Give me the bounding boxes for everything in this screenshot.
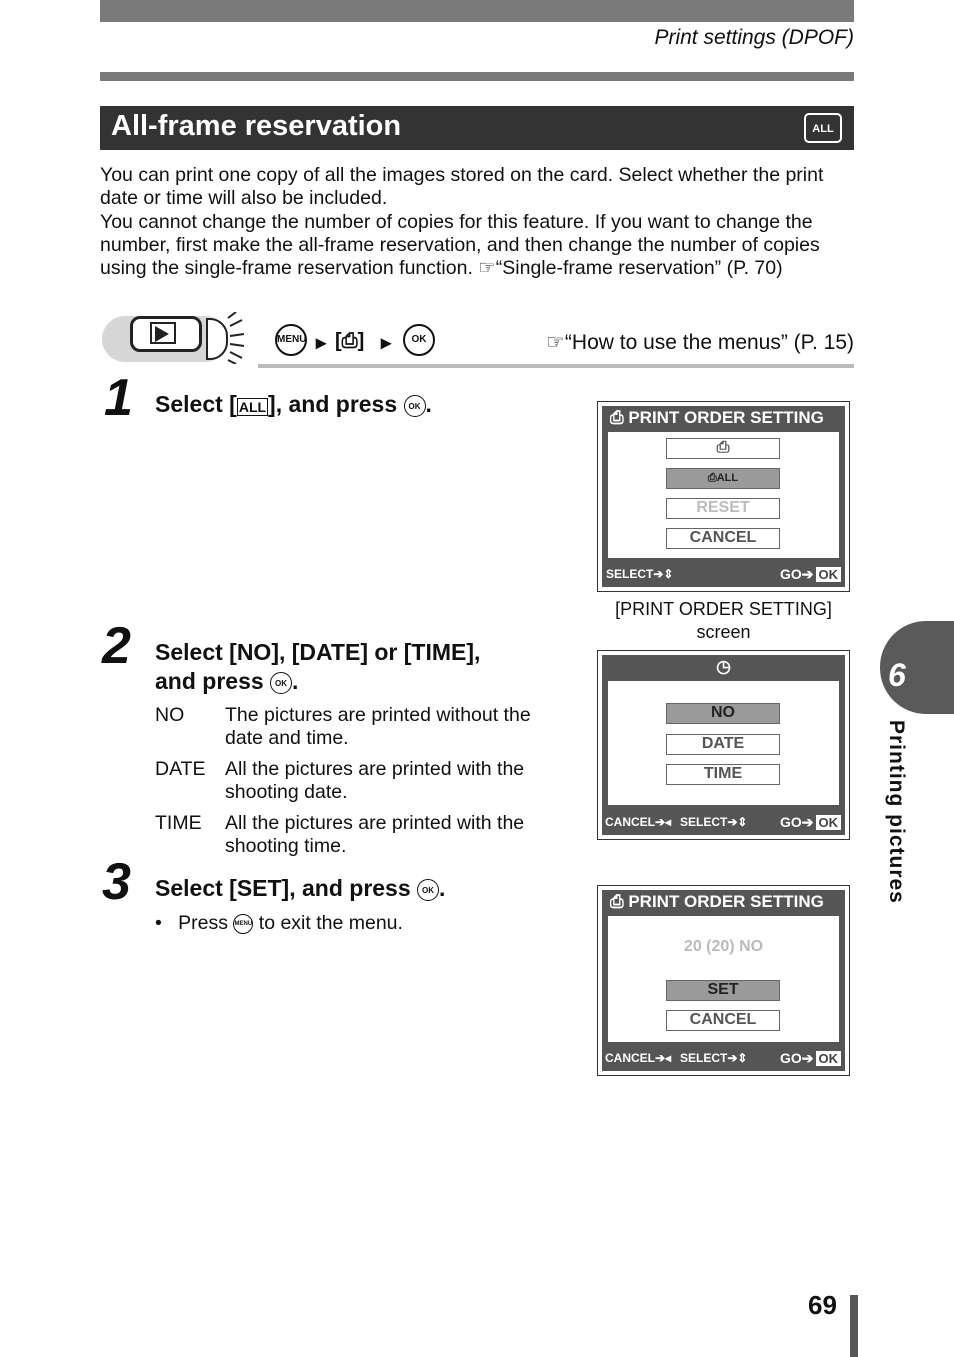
lcd-date-time-select bbox=[597, 650, 850, 840]
cancel-option[interactable]: CANCEL bbox=[666, 528, 780, 549]
lcd-footer: CANCEL➔◂ SELECT➔⇕ GO➔ OK bbox=[602, 1045, 845, 1071]
chapter-label: Printing pictures bbox=[885, 720, 908, 904]
playback-button-icon bbox=[130, 316, 202, 352]
lcd-header: ⎙ PRINT ORDER SETTING bbox=[610, 892, 824, 911]
nav-divider bbox=[258, 364, 854, 368]
ok-button-icon: OK bbox=[270, 672, 292, 694]
step-2-heading: Select [NO], [DATE] or [TIME], and press OK . bbox=[155, 639, 481, 694]
definition-row: TIME All the pictures are printed with the shooting time. bbox=[155, 812, 525, 857]
chapter-tab bbox=[880, 621, 954, 714]
all-frame-icon: ALL bbox=[238, 399, 267, 415]
definition-row: NO The pictures are printed without the date and time. bbox=[155, 704, 531, 749]
lcd-footer: SELECT➔⇕ GO➔ OK bbox=[602, 561, 845, 587]
page-bar bbox=[850, 1295, 858, 1357]
menu-button-icon: MENU bbox=[275, 324, 307, 356]
time-option[interactable]: TIME bbox=[666, 764, 780, 785]
lcd-print-order-setting bbox=[597, 401, 850, 592]
step-number-2: 2 bbox=[102, 617, 131, 675]
print-order-icon: ⎙ bbox=[716, 439, 730, 456]
cancel-option[interactable]: CANCEL bbox=[666, 1010, 780, 1031]
menus-reference: ☞“How to use the menus” (P. 15) bbox=[546, 331, 854, 354]
section-title-bar bbox=[100, 106, 854, 150]
all-frame-icon: ALL bbox=[804, 113, 842, 143]
section-title: All-frame reservation bbox=[111, 110, 402, 142]
screen-caption: [PRINT ORDER SETTING] screen bbox=[615, 599, 832, 642]
print-order-icon: ⎙ bbox=[341, 330, 358, 352]
all-frame-option[interactable] bbox=[666, 468, 780, 489]
print-order-icon: ⎙ bbox=[610, 892, 629, 911]
print-order-icon: ⎙ bbox=[610, 408, 629, 427]
reference-hand-icon: ☞ bbox=[546, 331, 565, 354]
reference-hand-icon: ☞ bbox=[478, 257, 496, 280]
step-number-1: 1 bbox=[104, 369, 133, 427]
light-rays-icon bbox=[222, 312, 248, 364]
clock-icon: ◷ bbox=[716, 657, 731, 676]
print-count-status: 20 (20) NO bbox=[683, 938, 764, 955]
no-option[interactable]: NO bbox=[666, 703, 780, 724]
nav-print-order: [⎙] bbox=[335, 330, 365, 352]
definition-row: DATE All the pictures are printed with the shooting date. bbox=[155, 758, 525, 803]
running-title: Print settings (DPOF) bbox=[654, 26, 854, 49]
nav-arrow-2: ▸ bbox=[381, 332, 392, 354]
header-rule bbox=[100, 72, 854, 81]
page-number: 69 bbox=[808, 1290, 837, 1320]
date-option[interactable]: DATE bbox=[666, 734, 780, 755]
lcd-header: ⎙ PRINT ORDER SETTING bbox=[610, 408, 824, 427]
intro-paragraph-1: You can print one copy of all the images stored on the card. Select whether the print date or time will also be included. bbox=[100, 164, 824, 210]
ok-button-icon: OK bbox=[417, 879, 439, 901]
chapter-number: 6 bbox=[888, 657, 906, 693]
step-3-note: • Press MENU to exit the menu. bbox=[155, 912, 403, 934]
set-option[interactable]: SET bbox=[666, 980, 780, 1001]
intro-reference: “Single-frame reservation” (P. 70) bbox=[495, 257, 783, 280]
nav-arrow-1: ▸ bbox=[316, 332, 327, 354]
intro-paragraph-2 bbox=[100, 211, 860, 281]
ok-button-icon: OK bbox=[403, 324, 435, 356]
lcd-footer: CANCEL➔◂ SELECT➔⇕ GO➔ OK bbox=[602, 809, 845, 835]
option-definitions bbox=[155, 704, 555, 866]
step-number-3: 3 bbox=[102, 853, 131, 911]
all-frame-icon: ⎙ALL bbox=[707, 472, 739, 484]
header-bar bbox=[100, 0, 854, 22]
reset-option[interactable]: RESET bbox=[666, 498, 780, 519]
intro-text bbox=[100, 164, 860, 280]
lcd-print-order-confirm bbox=[597, 885, 850, 1076]
step-3-heading: Select [SET], and press OK . bbox=[155, 875, 446, 901]
menu-button-icon: MENU bbox=[233, 914, 253, 934]
step-1-heading: Select [ ALL], and press OK . bbox=[155, 391, 432, 417]
single-frame-option[interactable] bbox=[666, 438, 780, 459]
intro-paragraph-2-text: You cannot change the number of copies for this feature. If you want to change the number, first make the all-frame reservation, and then change the number of copies using the single-frame reservation function. bbox=[100, 210, 820, 280]
ok-button-icon: OK bbox=[404, 395, 426, 417]
